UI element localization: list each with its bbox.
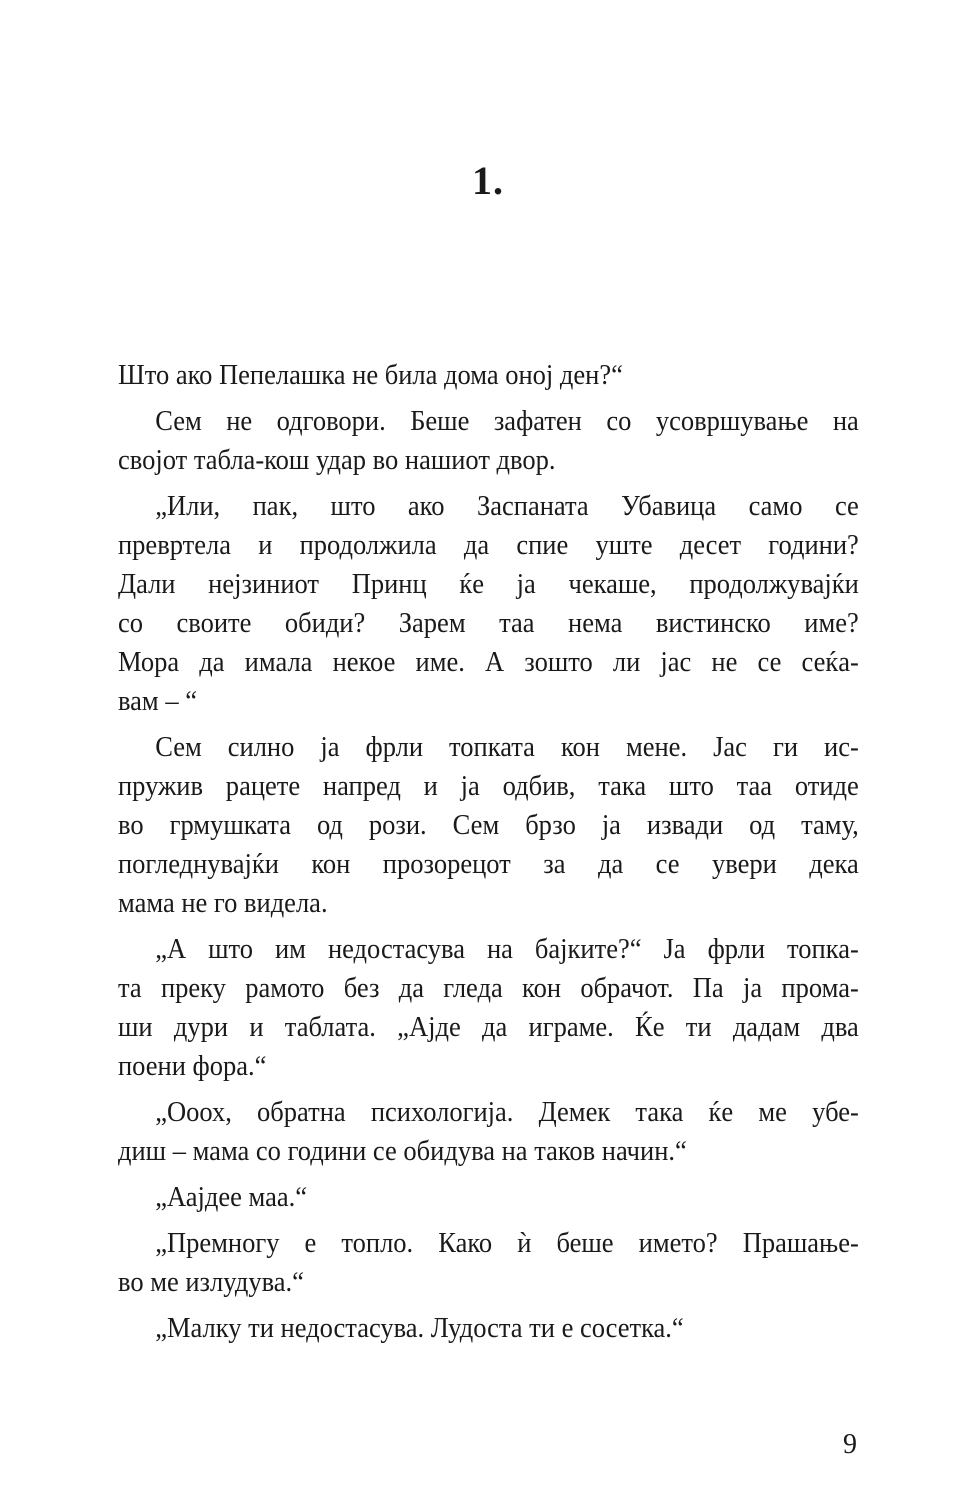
body-text (118, 356, 859, 1355)
paragraph-1 (118, 356, 859, 395)
text-line: мама не го видела. (118, 888, 328, 919)
text-line: својот табла-кош удар во нашиот двор. (118, 445, 556, 476)
text-line: ши дури и таблата. „Ајде да играме. Ќе ти дадам два (118, 1012, 859, 1043)
text-line: Дали нејзиниот Принц ќе ја чекаше, продолжувајќи (118, 569, 859, 600)
text-line: Сем не одговори. Беше зафатен со усовршување на (155, 406, 859, 437)
chapter-title: 1. (472, 158, 504, 203)
text-line: во грмушката од рози. Сем брзо ја извади од таму, (118, 810, 859, 841)
paragraph-9 (118, 1309, 859, 1348)
text-line: вам – “ (118, 686, 197, 717)
paragraph-3 (118, 487, 859, 721)
paragraph-4 (118, 728, 859, 923)
text-line: диш – мама со години се обидува на таков начин.“ (118, 1136, 687, 1167)
text-line: „Или, пак, што ако Заспаната Убавица само се (155, 491, 859, 522)
paragraph-7 (118, 1178, 859, 1217)
text-line: „Аајдее маа.“ (155, 1182, 308, 1213)
text-line: поени фора.“ (118, 1051, 267, 1082)
paragraph-5 (118, 930, 859, 1086)
text-line: превртела и продолжила да спие уште десет години? (118, 530, 859, 561)
text-line: „А што им недостасува на бајките?“ Ја фрли топка- (155, 934, 859, 965)
text-line: погледнувајќи кон прозорецот за да се увери дека (118, 849, 859, 880)
text-line: со своите обиди? Зарем таа нема вистинско име? (118, 608, 859, 639)
text-line: та преку рамото без да гледа кон обрачот. Па ја прома- (118, 973, 859, 1004)
text-line: „Малку ти недостасува. Лудоста ти е сосетка.“ (155, 1313, 684, 1344)
text-line: во ме излудува.“ (118, 1267, 304, 1298)
paragraph-6 (118, 1093, 859, 1171)
text-line: „Премногу е топло. Како ѝ беше името? Прашање- (155, 1228, 859, 1259)
text-line: Сем силно ја фрли топката кон мене. Јас ги ис- (155, 732, 859, 763)
paragraph-8 (118, 1224, 859, 1302)
text-line: „Ооох, обратна психологија. Демек така ќе ме убе- (155, 1097, 859, 1128)
paragraph-2 (118, 402, 859, 480)
text-line: Мора да имала некое име. А зошто ли јас не се сеќа- (118, 647, 859, 678)
text-line: пружив рацете напред и ја одбив, така што таа отиде (118, 771, 859, 802)
text-line: Што ако Пепелашка не била дома оној ден?“ (118, 360, 623, 391)
page-number: 9 (843, 1429, 857, 1460)
